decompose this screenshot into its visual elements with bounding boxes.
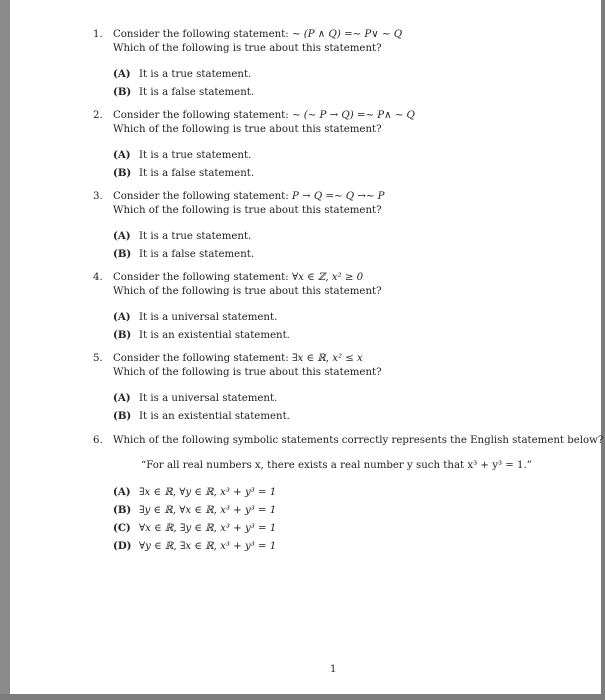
question-text: Which of the following is true about this statement?: [113, 43, 382, 54]
option-b: (B) It is an existential statement.: [113, 410, 290, 422]
question-6: [93, 434, 604, 555]
question-statement: ∃x ∈ ℝ, x² ≤ x: [291, 353, 363, 364]
question-prompt: Which of the following symbolic statements correctly represents the English statement below?: [113, 435, 604, 446]
option-b: (B) It is a false statement.: [113, 248, 255, 260]
option-b: (B) ∃y ∈ ℝ, ∀x ∈ ℝ, x³ + y³ = 1: [113, 504, 277, 516]
question-text: Which of the following is true about this statement?: [113, 124, 382, 135]
question-number: 3.: [93, 191, 103, 202]
option-a: (A) It is a true statement.: [113, 68, 252, 80]
option-a: (A) ∃x ∈ ℝ, ∀y ∈ ℝ, x³ + y³ = 1: [113, 486, 277, 498]
question-prompt: Consider the following statement:: [113, 272, 289, 283]
question-statement: P → Q =∼ Q →∼ P: [291, 191, 385, 202]
question-text: Which of the following is true about this statement?: [113, 205, 382, 216]
question-number: 4.: [93, 272, 103, 283]
question-number: 2.: [93, 110, 103, 121]
option-a: (A) It is a universal statement.: [113, 392, 278, 404]
option-b: (B) It is a false statement.: [113, 86, 255, 98]
question-4: [93, 271, 593, 344]
page-shadow-bottom: [0, 694, 605, 700]
page-number: 1: [330, 664, 337, 675]
english-statement-quote: “For all real numbers x, there exists a real number y such that x³ + y³ = 1.”: [141, 460, 532, 471]
question-prompt: Consider the following statement:: [113, 353, 289, 364]
question-number: 6.: [93, 435, 103, 446]
question-text: Which of the following is true about this statement?: [113, 286, 382, 297]
page-shadow-right: [601, 0, 605, 700]
option-b: (B) It is an existential statement.: [113, 329, 290, 341]
question-prompt: Consider the following statement:: [113, 29, 289, 40]
option-a: (A) It is a universal statement.: [113, 311, 278, 323]
option-c: (C) ∀x ∈ ℝ, ∃y ∈ ℝ, x³ + y³ = 1: [113, 522, 277, 534]
question-statement: ∼ (P ∧ Q) =∼ P∨ ∼ Q: [291, 29, 403, 40]
question-text: Which of the following is true about this statement?: [113, 367, 382, 378]
option-a: (A) It is a true statement.: [113, 230, 252, 242]
option-b: (B) It is a false statement.: [113, 167, 255, 179]
question-3: [93, 190, 593, 263]
option-a: (A) It is a true statement.: [113, 149, 252, 161]
question-number: 1.: [93, 29, 103, 40]
question-prompt: Consider the following statement:: [113, 110, 289, 121]
question-5: [93, 352, 593, 425]
question-prompt: Consider the following statement:: [113, 191, 289, 202]
question-1: [93, 28, 593, 101]
question-2: [93, 109, 593, 182]
document-page: [10, 0, 604, 700]
question-statement: ∀x ∈ ℤ, x² ≥ 0: [291, 272, 364, 283]
option-d: (D) ∀y ∈ ℝ, ∃x ∈ ℝ, x³ + y³ = 1: [113, 540, 277, 552]
question-statement: ∼ (∼ P → Q) =∼ P∧ ∼ Q: [291, 110, 415, 121]
question-number: 5.: [93, 353, 103, 364]
